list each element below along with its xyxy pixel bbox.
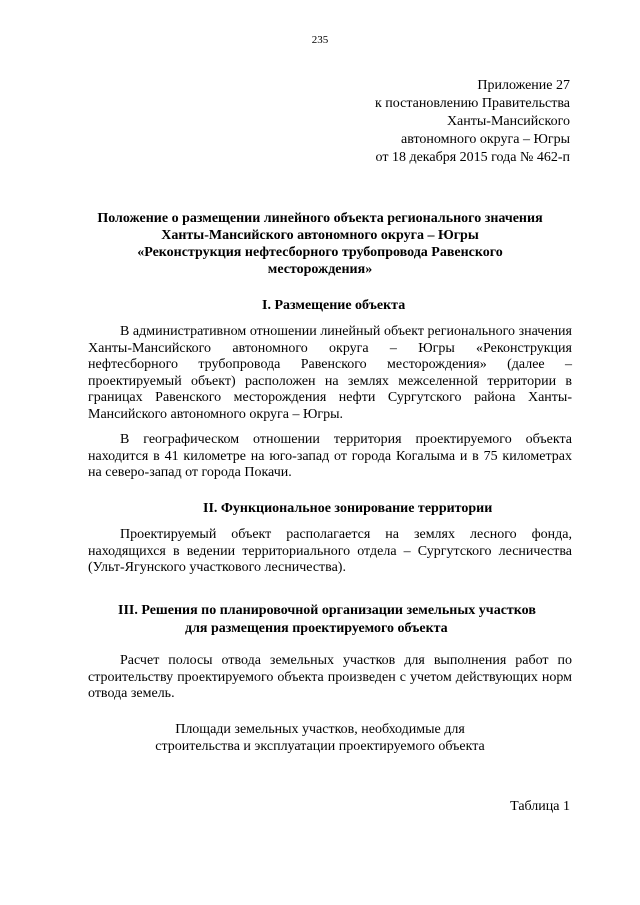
title-line: «Реконструкция нефтесборного трубопровода Равенского <box>137 245 503 260</box>
paragraph-text: В административном отношении линейный объект регионального значения Ханты-Мансийского автономного округа – Югры «Реконструкция нефтесборного трубопровода Равенского месторождения» (далее – проектируемый объект) расположен на землях межселенной территории в границах Равенского месторождения нефти Сургутского района Ханты-Мансийского автономного округа – Югры. <box>88 324 572 422</box>
paragraph-text: Расчет полосы отвода земельных участков для выполнения работ по строительству проектируемого объекта произведен с учетом действующих норм отвода земель. <box>88 653 572 701</box>
caption-line: Площади земельных участков, необходимые для <box>175 722 465 737</box>
page-number: 235 <box>311 34 329 46</box>
section-heading-1: I. Размещение объекта <box>262 298 406 313</box>
annex-line: Ханты-Мансийского <box>446 114 570 129</box>
annex-line: к постановлению Правительства <box>374 96 570 111</box>
table-caption <box>70 721 570 755</box>
annex-reference <box>375 77 570 167</box>
annex-line: автономного округа – Югры <box>401 132 570 147</box>
paragraph <box>88 527 572 577</box>
title-line: месторождения» <box>267 262 373 277</box>
title-line: Ханты-Мансийского автономного округа – Югры <box>161 228 479 243</box>
document-title <box>70 210 570 278</box>
paragraph <box>88 432 572 482</box>
section-heading-3: III. Решения по планировочной организации земельных участков <box>118 603 536 618</box>
section-heading-3-continued: для размещения проектируемого объекта <box>185 621 448 636</box>
title-line: Положение о размещении линейного объекта регионального значения <box>97 211 543 226</box>
table-label: Таблица 1 <box>510 799 570 814</box>
paragraph-text: В географическом отношении территория проектируемого объекта находится в 41 километре на юго-запад от города Когалыма и в 75 километрах на северо-запад от города Покачи. <box>88 432 572 480</box>
paragraph <box>88 324 572 423</box>
caption-line: строительства и эксплуатации проектируемого объекта <box>155 739 485 754</box>
paragraph <box>88 653 572 703</box>
annex-line: Приложение 27 <box>477 78 570 93</box>
annex-line: от 18 декабря 2015 года № 462-п <box>375 150 570 165</box>
paragraph-text: Проектируемый объект располагается на землях лесного фонда, находящихся в ведении территориального отдела – Сургутского лесничества (Ульт-Ягунского участкового лесничества). <box>88 527 572 575</box>
section-heading-2: II. Функциональное зонирование территории <box>203 501 493 516</box>
